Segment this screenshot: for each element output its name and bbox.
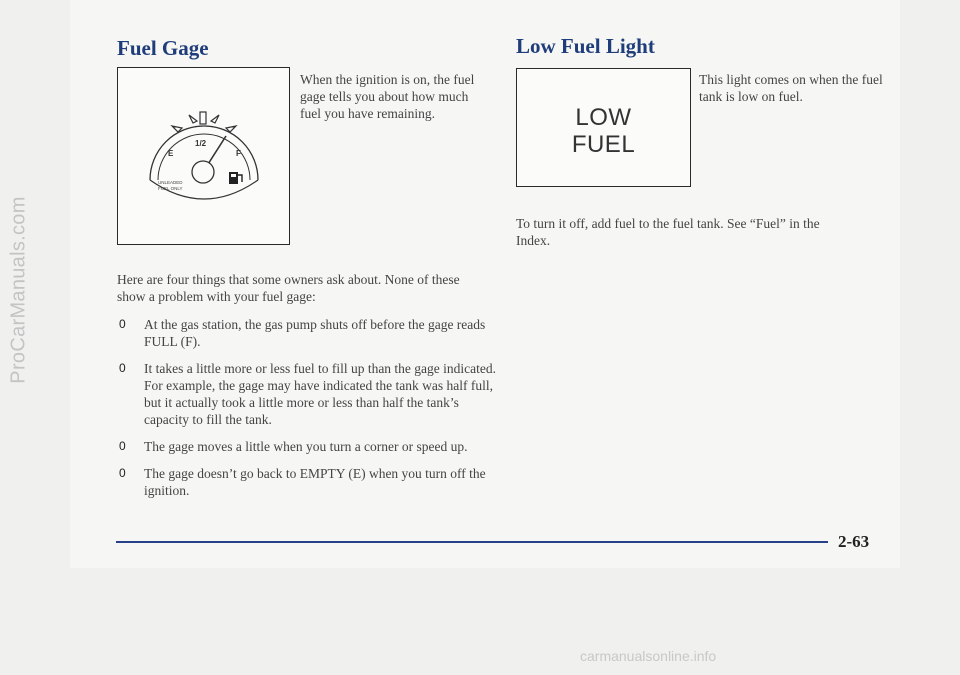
low-fuel-light-instruction: To turn it off, add fuel to the fuel tank. See “Fuel” in the Index. xyxy=(516,216,820,248)
fuel-pump-icon xyxy=(229,172,242,184)
page-number: 2-63 xyxy=(838,532,870,551)
gauge-empty-label: E xyxy=(168,149,174,158)
gauge-tick-marks xyxy=(172,112,236,132)
list-item xyxy=(117,465,497,499)
list-item-text: The gage moves a little when you turn a corner or speed up. xyxy=(144,439,468,454)
gauge-half-label: 1/2 xyxy=(195,139,207,148)
fuel-gage-intro: Here are four things that some owners ask about. None of these show a problem with your fuel gage: xyxy=(117,272,460,304)
tick-mark-center xyxy=(200,112,206,124)
low-fuel-light-title: Low Fuel Light xyxy=(516,34,655,58)
gauge-notice-line2: FUEL ONLY xyxy=(158,186,183,191)
bullet-glyph: 0 xyxy=(119,317,126,331)
list-item xyxy=(117,438,497,455)
fuel-gage-description: When the ignition is on, the fuel gage tells you about how much fuel you have remaining. xyxy=(300,72,475,121)
bullet-glyph: 0 xyxy=(119,439,126,453)
fuel-gage-illustration xyxy=(118,68,288,243)
gauge-notice-line1: UNLEADED xyxy=(158,180,183,185)
fuel-gage-bullet-list xyxy=(117,316,497,509)
low-fuel-light-figure xyxy=(516,68,691,187)
low-fuel-indicator-line2: FUEL xyxy=(571,131,636,158)
side-watermark xyxy=(4,100,34,480)
fuel-gage-figure xyxy=(117,67,290,245)
tick-mark xyxy=(211,115,219,123)
bullet-glyph: 0 xyxy=(119,466,126,480)
gauge-full-label: F xyxy=(236,149,241,158)
list-item-text: It takes a little more or less fuel to fill up than the gage indicated. For example, the gage may have indicated the tank was half full, but it actually took a little more or less than half the tank’s capacity to fill the tank. xyxy=(144,361,497,427)
list-item-text: At the gas station, the gas pump shuts off before the gage reads FULL (F). xyxy=(144,317,486,349)
bullet-glyph: 0 xyxy=(119,361,126,375)
tick-mark xyxy=(189,115,197,123)
bottom-watermark: carmanualsonline.info xyxy=(580,648,717,664)
fuel-gage-title: Fuel Gage xyxy=(117,36,209,60)
low-fuel-light-description: This light comes on when the fuel tank is low on fuel. xyxy=(699,72,883,104)
list-item-text: The gage doesn’t go back to EMPTY (E) when you turn off the ignition. xyxy=(144,466,486,498)
list-item xyxy=(117,316,497,350)
gauge-hub xyxy=(192,161,214,183)
list-item xyxy=(117,360,497,428)
side-watermark-text: ProCarManuals.com xyxy=(7,196,30,384)
footer-rule xyxy=(116,541,828,543)
low-fuel-indicator-line1: LOW xyxy=(575,104,632,131)
